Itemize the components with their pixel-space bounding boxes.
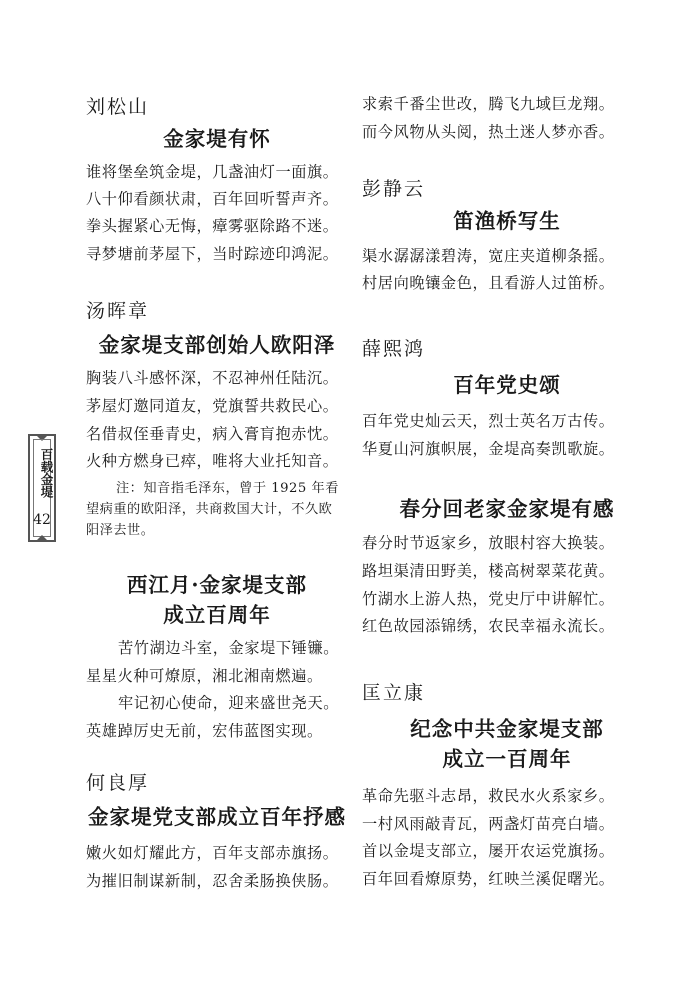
poem2-author: 汤晖章	[86, 300, 150, 322]
poem2-line: 茅屋灯邀同道友，党旗誓共救民心。	[86, 397, 339, 415]
poem2-note: 望病重的欧阳泽，共商救国大计，不久欧	[86, 502, 333, 517]
poem4-author: 何良厚	[86, 772, 150, 794]
poem2-line: 火种方燃身已瘁，唯将大业托知音。	[86, 452, 339, 470]
poem8-author: 匡立康	[362, 682, 426, 704]
poem8-title: 纪念中共金家堤支部	[410, 717, 604, 741]
poem4-line: 为摧旧制谋新制，忍舍柔肠换侠肠。	[86, 872, 339, 890]
poem5-line: 村居向晚镶金色，且看游人过笛桥。	[362, 274, 615, 292]
poem1-title: 金家堤有怀	[163, 127, 271, 151]
poem5-author: 彭静云	[362, 178, 426, 200]
poem8-line: 百年回看燎原势，红映兰溪促曙光。	[362, 870, 615, 888]
poem4-line: 嫩火如灯耀此方，百年支部赤旗扬。	[86, 844, 339, 862]
poem7-line: 春分时节返家乡，放眼村容大换装。	[362, 534, 615, 552]
poem7-line: 竹湖水上游人热，党史厅中讲解忙。	[362, 590, 615, 608]
poem7-title: 春分回老家金家堤有感	[399, 497, 615, 521]
continued-line: 而今风物从头阅，热土迷人梦亦香。	[362, 123, 615, 141]
poem1-line: 拳头握紧心无悔，瘴雾驱除路不迷。	[86, 217, 339, 235]
poem2-note: 注：知音指毛泽东，曾于 1925 年看	[116, 481, 339, 496]
poem3-title: 西江月·金家堤支部	[126, 573, 308, 597]
poem1-line: 寻梦塘前茅屋下，当时踪迹印鸿泥。	[86, 245, 339, 263]
poem6-line: 华夏山河旗帜展，金堤高奏凯歌旋。	[362, 440, 615, 458]
book-title-vertical: 百载金堤	[39, 448, 54, 498]
poem6-title: 百年党史颂	[453, 373, 561, 397]
poem2-line: 胸装八斗感怀深，不忍神州任陆沉。	[86, 369, 339, 387]
poem8-title: 成立一百周年	[442, 747, 572, 771]
poem1-line: 八十仰看颜状肃，百年回听誓声齐。	[86, 190, 339, 208]
poem8-line: 首以金堤支部立，屡开农运党旗扬。	[362, 842, 615, 860]
poem5-line: 渠水潺潺漾碧涛，宽庄夹道柳条摇。	[362, 247, 615, 265]
poem7-line: 红色故园添锦绣，农民幸福永流长。	[362, 617, 615, 635]
poem3-line: 牢记初心使命，迎来盛世尧天。	[118, 694, 340, 712]
poem3-line: 苦竹湖边斗室，金家堤下锤镰。	[118, 639, 340, 657]
poem4-title: 金家堤党支部成立百年抒感	[88, 805, 346, 829]
poem6-line: 百年党史灿云天，烈士英名万古传。	[362, 412, 615, 430]
poem1-author: 刘松山	[86, 96, 150, 118]
poem2-title: 金家堤支部创始人欧阳泽	[98, 333, 336, 357]
poem8-line: 一村风雨敲青瓦，两盏灯苗亮白墙。	[362, 815, 615, 833]
poem3-title: 成立百周年	[163, 603, 271, 627]
poem6-author: 薛熙鸿	[362, 338, 426, 360]
poem2-note: 阳泽去世。	[86, 523, 155, 538]
poem2-line: 名借叔侄垂青史，病入膏肓抱赤忱。	[86, 425, 339, 443]
poem7-line: 路坦渠清田野美，楼高树翠菜花黄。	[362, 562, 615, 580]
chapter-side-tab	[28, 434, 56, 542]
poem3-line: 英雄踔厉史无前，宏伟蓝图实现。	[86, 722, 323, 740]
continued-line: 求索千番尘世改，腾飞九域巨龙翔。	[362, 95, 615, 113]
poem3-line: 星星火种可燎原，湘北湘南燃遍。	[86, 667, 323, 685]
poem5-title: 笛渔桥写生	[453, 209, 561, 233]
poem8-line: 革命先驱斗志昂，救民水火系家乡。	[362, 787, 615, 805]
page-number: 42	[33, 512, 51, 528]
poem1-line: 谁将堡垒筑金堤，几盏油灯一面旗。	[86, 163, 339, 181]
